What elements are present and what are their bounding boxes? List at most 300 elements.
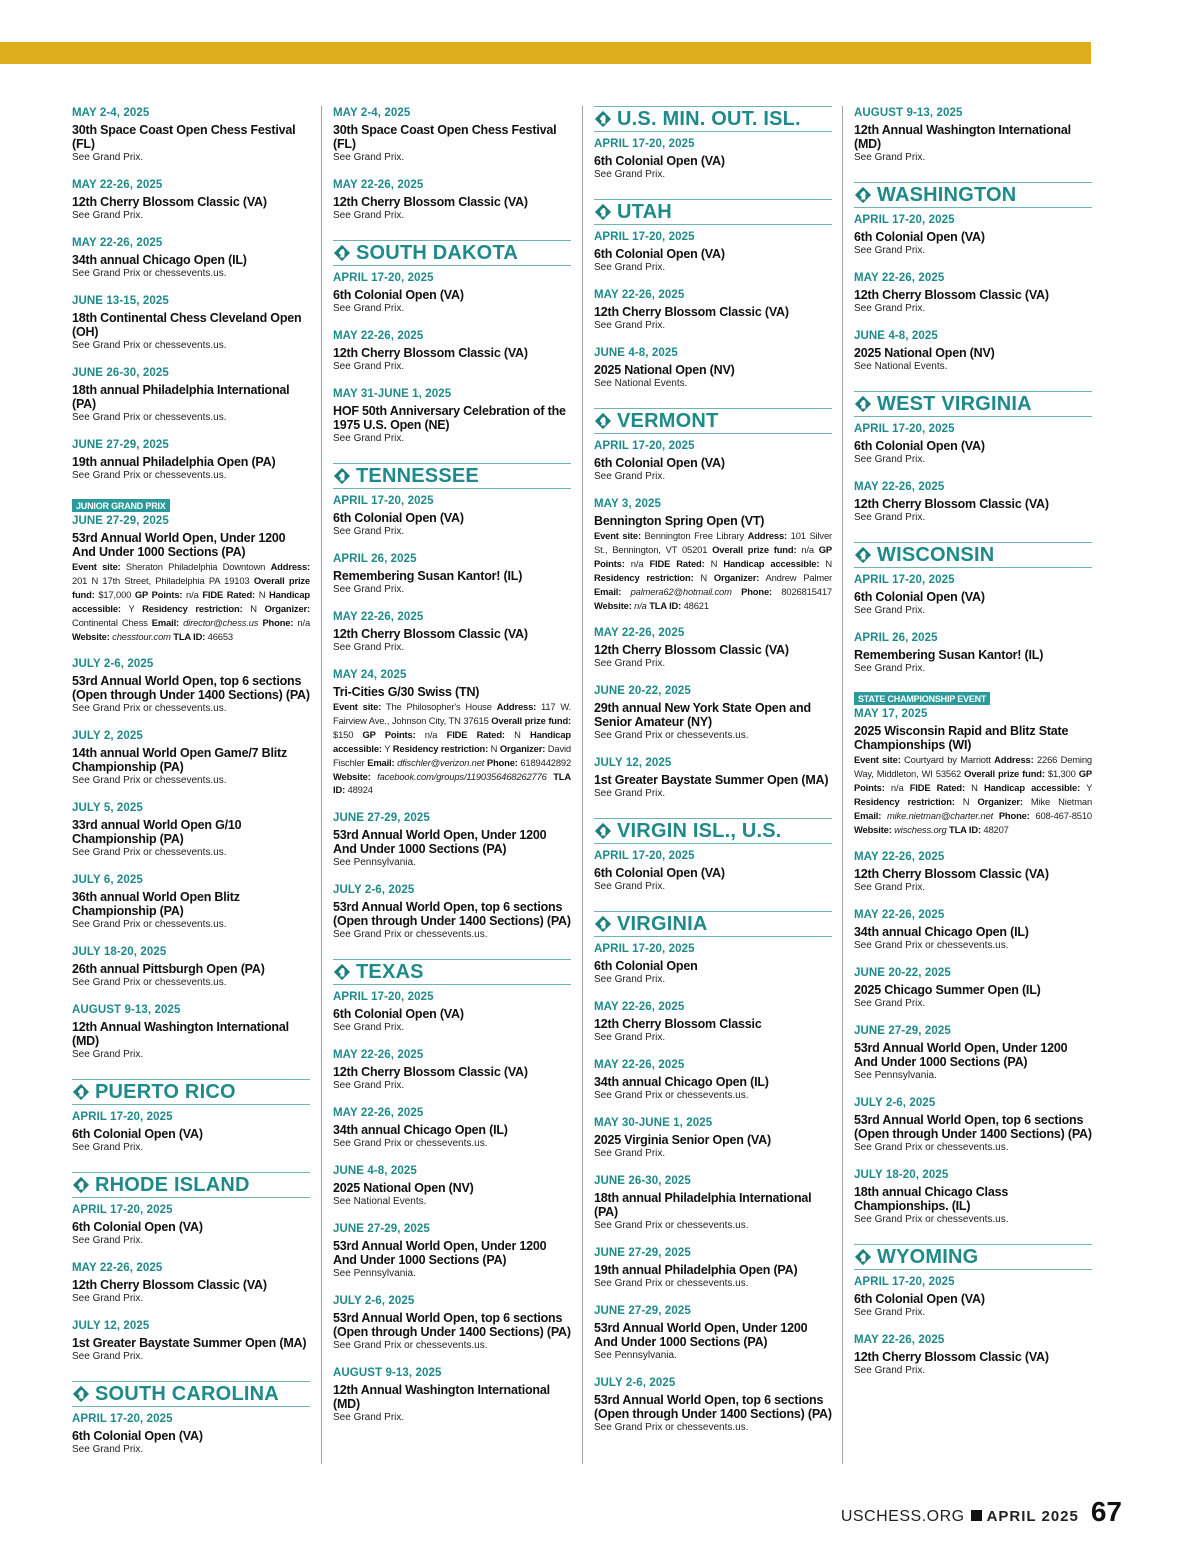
detail-value: The Philosopher's House: [381, 701, 497, 712]
detail-value[interactable]: director@chess.us: [179, 616, 259, 628]
event-listing: [333, 271, 571, 315]
event-listing: [72, 657, 310, 715]
state-heading: [594, 199, 832, 225]
event-date: APRIL 17-20, 2025: [594, 943, 695, 956]
state-heading: [594, 106, 832, 132]
state-name: VIRGIN ISL., U.S.: [617, 820, 782, 843]
event-date: APRIL 17-20, 2025: [854, 423, 955, 435]
detail-value: 608-467-8510: [1029, 809, 1092, 821]
event-date: JULY 12, 2025: [594, 757, 672, 770]
event-title: 6th Colonial Open: [594, 959, 698, 974]
event-title: 6th Colonial Open (VA): [854, 590, 985, 604]
event-listing: [333, 668, 571, 797]
event-date: APRIL 17-20, 2025: [594, 440, 695, 452]
column-1: [72, 106, 310, 1468]
event-note: See Grand Prix.: [594, 320, 666, 331]
event-note: See Grand Prix.: [854, 1307, 926, 1319]
event-listing: [72, 801, 310, 859]
state-name: VERMONT: [617, 410, 719, 432]
detail-value: 48621: [681, 599, 709, 611]
event-title: 12th Cherry Blossom Classic (VA): [333, 1065, 528, 1080]
event-title: 53rd Annual World Open, Under 1200 And Under 1000 Sections (PA): [854, 1041, 1068, 1070]
page-number: 67: [1090, 1496, 1122, 1527]
state-name: TEXAS: [356, 961, 424, 984]
event-title: 18th annual Philadelphia International (PA): [594, 1191, 812, 1220]
detail-value: Y: [120, 602, 143, 614]
detail-label: Event site:: [72, 561, 121, 572]
event-date: APRIL 17-20, 2025: [72, 1111, 173, 1124]
event-note: See Grand Prix.: [333, 1412, 405, 1424]
event-date: JULY 2-6, 2025: [594, 1377, 676, 1390]
event-note: See Pennsylvania.: [854, 1070, 937, 1082]
event-title: 2025 Virginia Senior Open (VA): [594, 1133, 771, 1148]
detail-value: Y: [381, 742, 393, 754]
detail-label: Residency restriction:: [854, 795, 955, 807]
event-title: 6th Colonial Open (VA): [72, 1220, 203, 1235]
event-title: 53rd Annual World Open, Under 1200 And Under 1000 Sections (PA): [333, 1239, 547, 1268]
detail-value: 117 W. Fairview Ave., Johnson City, TN 37615: [333, 701, 572, 726]
event-title: 12th Cherry Blossom Classic: [594, 1017, 762, 1032]
detail-label: Event site:: [333, 701, 382, 712]
detail-value[interactable]: mike.nietman@charter.net: [881, 809, 994, 821]
event-details: [333, 700, 571, 797]
event-date: JULY 6, 2025: [72, 874, 143, 887]
event-listing: [333, 610, 571, 654]
detail-value: $1,300: [1044, 767, 1079, 779]
detail-label: Phone:: [993, 809, 1030, 821]
event-date: JULY 2-6, 2025: [854, 1097, 936, 1110]
event-title: 12th Cherry Blossom Classic (VA): [333, 627, 528, 641]
state-name: WASHINGTON: [877, 184, 1017, 206]
detail-value[interactable]: n/a: [631, 599, 647, 611]
event-date: JULY 18-20, 2025: [854, 1169, 949, 1182]
detail-label: FIDE Rated:: [202, 588, 256, 600]
event-title: 6th Colonial Open (VA): [594, 866, 725, 881]
detail-label: Website:: [72, 630, 110, 642]
event-note: See Grand Prix or chessevents.us.: [72, 340, 227, 351]
detail-label: TLA ID:: [946, 823, 981, 835]
state-heading: [333, 463, 571, 489]
event-date: MAY 2-4, 2025: [333, 107, 411, 119]
event-note: See Grand Prix.: [333, 642, 405, 653]
detail-value: $17,000: [94, 588, 135, 600]
event-note: See Grand Prix.: [854, 303, 926, 314]
event-date: JUNE 20-22, 2025: [854, 967, 951, 980]
detail-label: Overall prize fund:: [964, 767, 1045, 779]
event-listing: [854, 1024, 1092, 1082]
event-note: See Grand Prix or chessevents.us.: [594, 1278, 749, 1290]
event-title: 19th annual Philadelphia Open (PA): [72, 455, 276, 469]
event-title: 6th Colonial Open (VA): [72, 1429, 203, 1444]
detail-label: Handicap accessible:: [72, 588, 311, 614]
event-date: APRIL 17-20, 2025: [594, 138, 695, 150]
detail-value: 46653: [205, 630, 233, 642]
event-date: JUNE 13-15, 2025: [72, 295, 169, 307]
event-date: APRIL 17-20, 2025: [854, 1276, 955, 1289]
event-date: JUNE 4-8, 2025: [594, 347, 678, 359]
event-listing: [854, 422, 1092, 466]
event-date: MAY 3, 2025: [594, 498, 661, 510]
event-note: See National Events.: [594, 378, 688, 389]
event-date: JULY 2-6, 2025: [333, 1295, 415, 1308]
event-listing: [72, 729, 310, 787]
detail-label: Organizer:: [499, 742, 546, 754]
event-title: 53rd Annual World Open, top 6 sections (Open through Under 1400 Sections) (PA): [333, 1311, 571, 1340]
state-name: WYOMING: [877, 1246, 979, 1269]
detail-label: FIDE Rated:: [446, 728, 505, 740]
detail-value: Sheraton Philadelphia Downtown: [120, 561, 271, 572]
event-listing: [854, 1275, 1092, 1319]
event-title: 6th Colonial Open (VA): [333, 1007, 464, 1022]
event-listing: [594, 439, 832, 483]
event-date: AUGUST 9-13, 2025: [333, 1367, 442, 1380]
event-title: 12th Annual Washington International (MD): [72, 1020, 289, 1049]
event-date: JULY 2-6, 2025: [72, 658, 154, 671]
event-title: 53rd Annual World Open, Under 1200 And Under 1000 Sections (PA): [594, 1321, 808, 1350]
event-listing: [72, 873, 310, 931]
detail-label: Overall prize fund:: [72, 574, 310, 600]
event-title: 12th Annual Washington International (MD): [854, 123, 1071, 151]
detail-label: Organizer:: [264, 602, 310, 614]
footer-issue: APRIL 2025: [986, 1508, 1079, 1525]
detail-label: Email:: [854, 809, 882, 821]
event-date: APRIL 17-20, 2025: [854, 574, 955, 586]
event-note: See Grand Prix.: [854, 454, 926, 465]
event-note: See Grand Prix.: [333, 433, 405, 444]
state-name: SOUTH DAKOTA: [356, 242, 519, 264]
event-note: See Grand Prix or chessevents.us.: [72, 775, 227, 787]
event-date: JULY 18-20, 2025: [72, 946, 167, 959]
event-date: JUNE 4-8, 2025: [333, 1165, 417, 1178]
detail-label: TLA ID:: [333, 770, 571, 796]
event-date: APRIL 17-20, 2025: [72, 1413, 173, 1426]
detail-value: N: [704, 557, 724, 569]
event-note: See Grand Prix.: [333, 152, 405, 163]
column-4: [854, 106, 1092, 1468]
event-title: 6th Colonial Open (VA): [854, 1292, 985, 1307]
event-listing: [72, 1203, 310, 1247]
event-title: 53rd Annual World Open, top 6 sections (Open through Under 1400 Sections) (PA): [72, 674, 310, 703]
knight-chess-icon: [854, 546, 872, 564]
detail-value[interactable]: chesstour.com: [109, 630, 171, 642]
event-date: JUNE 27-29, 2025: [594, 1305, 691, 1318]
knight-chess-icon: [854, 1248, 872, 1266]
event-date: JUNE 27-29, 2025: [594, 1247, 691, 1260]
detail-label: Email:: [151, 616, 180, 628]
event-title: 14th annual World Open Game/7 Blitz Championship (PA): [72, 746, 288, 775]
event-note: See Grand Prix or chessevents.us.: [594, 1090, 749, 1102]
event-date: JULY 12, 2025: [72, 1320, 150, 1333]
detail-value: n/a: [182, 588, 203, 600]
knight-chess-icon: [333, 467, 351, 485]
event-note: See Grand Prix.: [854, 512, 926, 523]
event-listing: [72, 438, 310, 482]
event-note: See Grand Prix.: [594, 1148, 666, 1160]
detail-label: Residency restriction:: [142, 602, 243, 614]
detail-label: Address:: [496, 701, 537, 712]
event-listing: [594, 756, 832, 800]
event-title: 2025 Chicago Summer Open (IL): [854, 983, 1041, 998]
event-title: 34th annual Chicago Open (IL): [854, 925, 1029, 940]
detail-label: Website:: [594, 599, 632, 611]
event-date: MAY 22-26, 2025: [333, 330, 424, 342]
state-name: WEST VIRGINIA: [877, 393, 1032, 415]
event-listing: [594, 230, 832, 274]
column-3: [594, 106, 832, 1468]
event-listing: [594, 1304, 832, 1362]
detail-label: Phone:: [258, 616, 294, 628]
detail-value: N: [488, 742, 500, 754]
detail-label: Organizer:: [713, 571, 760, 583]
detail-value[interactable]: dfischler@verizon.net: [394, 756, 485, 768]
square-bullet-icon: [971, 1510, 982, 1521]
event-title: 18th annual Philadelphia International (PA): [72, 383, 290, 411]
detail-value: 2266 Deming Way, Middleton, WI 53562: [854, 754, 1092, 779]
event-date: MAY 30-JUNE 1, 2025: [594, 1117, 713, 1130]
knight-chess-icon: [854, 186, 872, 204]
detail-value[interactable]: facebook.com/groups/1190356468262776: [370, 770, 547, 782]
footer-site[interactable]: USCHESS.ORG: [840, 1508, 965, 1525]
event-note: See Grand Prix or chessevents.us.: [72, 268, 227, 279]
detail-label: Phone:: [484, 756, 518, 768]
event-listing: [854, 480, 1092, 524]
event-date: MAY 22-26, 2025: [594, 627, 685, 640]
event-date: MAY 22-26, 2025: [72, 1262, 163, 1275]
detail-value: n/a: [293, 616, 311, 628]
event-note: See Grand Prix.: [854, 882, 926, 894]
event-listing: [594, 1116, 832, 1160]
event-date: APRIL 17-20, 2025: [594, 850, 695, 863]
detail-label: Address:: [994, 754, 1034, 765]
event-note: See Grand Prix or chessevents.us.: [333, 929, 488, 941]
event-title: 34th annual Chicago Open (IL): [72, 253, 247, 267]
event-listing: [594, 137, 832, 181]
event-date: APRIL 17-20, 2025: [854, 214, 955, 226]
event-note: See Grand Prix.: [333, 584, 405, 595]
detail-label: Event site:: [594, 530, 641, 541]
state-name: U.S. MIN. OUT. ISL.: [617, 108, 801, 130]
event-title: HOF 50th Anniversary Celebration of the 1975 U.S. Open (NE): [333, 404, 566, 432]
event-title: 2025 National Open (NV): [594, 363, 735, 377]
detail-label: Residency restriction:: [392, 742, 489, 754]
detail-value[interactable]: wischess.org: [891, 823, 947, 835]
event-date: MAY 22-26, 2025: [854, 272, 945, 284]
knight-chess-icon: [72, 1385, 90, 1403]
state-heading: [72, 1079, 310, 1105]
page-footer: [841, 1496, 1122, 1528]
event-note: See Grand Prix.: [854, 998, 926, 1010]
event-listing: [854, 1096, 1092, 1154]
state-heading: [854, 542, 1092, 568]
event-listing: [594, 1246, 832, 1290]
event-title: 6th Colonial Open (VA): [854, 439, 985, 453]
event-note: See Grand Prix.: [72, 1235, 144, 1247]
state-name: WISCONSIN: [877, 544, 995, 566]
event-date: JUNE 27-29, 2025: [333, 812, 430, 825]
detail-value: n/a: [624, 557, 650, 569]
event-date: AUGUST 9-13, 2025: [72, 1004, 181, 1017]
event-listing: [333, 178, 571, 222]
event-date: JUNE 20-22, 2025: [594, 685, 691, 698]
event-date: MAY 22-26, 2025: [333, 1049, 424, 1062]
event-listing: [854, 329, 1092, 373]
detail-label: GP Points:: [362, 728, 416, 740]
event-listing: [594, 288, 832, 332]
state-heading: [594, 911, 832, 937]
event-date: APRIL 17-20, 2025: [333, 495, 434, 507]
event-date: MAY 2-4, 2025: [72, 107, 150, 119]
column-divider: [321, 106, 322, 1464]
event-title: 12th Cherry Blossom Classic (VA): [854, 497, 1049, 511]
state-heading: [333, 959, 571, 985]
event-date: MAY 22-26, 2025: [333, 1107, 424, 1120]
event-date: MAY 22-26, 2025: [854, 1334, 945, 1347]
event-listing: [72, 1261, 310, 1305]
state-heading: [594, 818, 832, 844]
event-title: 12th Cherry Blossom Classic (VA): [854, 1350, 1049, 1365]
event-title: Tri-Cities G/30 Swiss (TN): [333, 685, 480, 699]
event-note: See Grand Prix.: [594, 169, 666, 180]
event-listings: [72, 106, 1092, 1476]
event-title: 6th Colonial Open (VA): [854, 230, 985, 244]
detail-label: Overall prize fund:: [712, 543, 797, 555]
event-note: See Grand Prix or chessevents.us.: [854, 940, 1009, 952]
event-title: 1st Greater Baystate Summer Open (MA): [72, 1336, 307, 1351]
event-note: See Grand Prix.: [333, 1022, 405, 1034]
event-note: See Grand Prix.: [333, 526, 405, 537]
event-title: 6th Colonial Open (VA): [594, 154, 725, 168]
state-heading: [854, 182, 1092, 208]
detail-value: 201 N 17th Street, Philadelphia PA 19103: [72, 574, 254, 586]
detail-value: 6189442892: [517, 756, 572, 768]
knight-chess-icon: [594, 203, 612, 221]
detail-label: Event site:: [854, 754, 901, 765]
column-2: [333, 106, 571, 1468]
event-title: 2025 National Open (NV): [333, 1181, 474, 1196]
detail-value: Mike Nietman: [1022, 795, 1093, 807]
event-note: See Grand Prix.: [333, 1080, 405, 1092]
event-date: AUGUST 9-13, 2025: [854, 107, 963, 119]
event-listing: [72, 366, 310, 424]
event-title: 36th annual World Open Blitz Championship (PA): [72, 890, 240, 919]
event-title: 6th Colonial Open (VA): [594, 456, 725, 470]
event-note: See Grand Prix or chessevents.us.: [854, 1214, 1009, 1226]
event-note: See Grand Prix or chessevents.us.: [333, 1340, 488, 1352]
event-date: MAY 22-26, 2025: [854, 909, 945, 922]
event-date: JUNE 4-8, 2025: [854, 330, 938, 342]
detail-label: Overall prize fund:: [491, 714, 571, 726]
event-details: [594, 529, 832, 612]
event-date: MAY 22-26, 2025: [854, 481, 945, 493]
event-title: 53rd Annual World Open, top 6 sections (Open through Under 1400 Sections) (PA): [594, 1393, 832, 1422]
event-title: 12th Cherry Blossom Classic (VA): [854, 288, 1049, 302]
detail-value: N: [504, 728, 531, 740]
detail-value: $150: [333, 728, 363, 740]
event-listing: [854, 573, 1092, 617]
state-name: VIRGINIA: [617, 913, 708, 936]
event-listing: [594, 626, 832, 670]
event-listing: [333, 1164, 571, 1208]
event-note: See Grand Prix or chessevents.us.: [72, 919, 227, 931]
event-date: MAY 22-26, 2025: [333, 179, 424, 191]
event-date: JUNE 27-29, 2025: [72, 439, 169, 451]
event-listing: [854, 1168, 1092, 1226]
detail-value: Y: [1080, 781, 1093, 793]
event-title: 53rd Annual World Open, top 6 sections (Open through Under 1400 Sections) (PA): [333, 900, 571, 929]
event-title: 18th annual Chicago Class Championships. (IL): [854, 1185, 1009, 1214]
event-date: MAY 22-26, 2025: [72, 237, 163, 249]
state-name: TENNESSEE: [356, 465, 479, 487]
detail-value: David Fischler: [333, 742, 571, 768]
state-heading: [72, 1381, 310, 1407]
event-note: See Grand Prix.: [72, 1293, 144, 1305]
event-listing: [594, 1000, 832, 1044]
event-date: MAY 31-JUNE 1, 2025: [333, 388, 452, 400]
state-name: SOUTH CAROLINA: [95, 1383, 279, 1406]
event-note: See Grand Prix.: [333, 361, 405, 372]
event-listing: [594, 684, 832, 742]
event-date: JULY 2, 2025: [72, 730, 143, 743]
event-listing: [72, 496, 310, 643]
event-title: 34th annual Chicago Open (IL): [594, 1075, 769, 1090]
event-listing: [594, 1174, 832, 1232]
event-title: 2025 Wisconsin Rapid and Blitz State Championships (WI): [854, 724, 1069, 752]
event-note: See Grand Prix.: [72, 210, 144, 221]
event-date: MAY 22-26, 2025: [594, 1001, 685, 1014]
event-date: MAY 22-26, 2025: [594, 1059, 685, 1072]
event-date: MAY 22-26, 2025: [333, 611, 424, 623]
event-listing: [72, 236, 310, 280]
event-note: See Grand Prix.: [594, 471, 666, 482]
event-date: MAY 24, 2025: [333, 669, 407, 681]
event-note: See Grand Prix or chessevents.us.: [594, 1220, 749, 1232]
event-note: See Grand Prix.: [854, 152, 926, 163]
event-title: 26th annual Pittsburgh Open (PA): [72, 962, 265, 977]
detail-value[interactable]: palmera62@hotmail.com: [621, 585, 732, 597]
event-listing: [333, 1222, 571, 1280]
event-note: See Grand Prix.: [854, 1365, 926, 1377]
event-title: 53rd Annual World Open, Under 1200 And Under 1000 Sections (PA): [333, 828, 547, 857]
detail-value: 48924: [345, 784, 373, 796]
event-note: See Grand Prix or chessevents.us.: [72, 412, 227, 423]
state-heading: [594, 408, 832, 434]
detail-label: Website:: [854, 823, 892, 835]
event-title: 29th annual New York State Open and Senior Amateur (NY): [594, 701, 811, 730]
event-date: MAY 22-26, 2025: [854, 851, 945, 864]
event-title: 1st Greater Baystate Summer Open (MA): [594, 773, 829, 788]
badge-row: [854, 689, 1092, 707]
event-title: 12th Annual Washington International (MD): [333, 1383, 550, 1412]
event-date: JULY 2-6, 2025: [333, 884, 415, 897]
detail-value: n/a: [796, 543, 819, 555]
event-listing: [333, 494, 571, 538]
knight-chess-icon: [72, 1083, 90, 1101]
state-name: RHODE ISLAND: [95, 1174, 250, 1197]
detail-label: Phone:: [731, 585, 772, 597]
event-listing: [854, 271, 1092, 315]
state-heading: [854, 391, 1092, 417]
event-listing: [854, 966, 1092, 1010]
knight-chess-icon: [594, 915, 612, 933]
event-date: APRIL 17-20, 2025: [333, 272, 434, 284]
column-divider: [842, 106, 843, 1464]
event-title: 12th Cherry Blossom Classic (VA): [333, 346, 528, 360]
event-note: See Grand Prix.: [72, 1049, 144, 1061]
event-date: APRIL 17-20, 2025: [594, 231, 695, 243]
event-date: MAY 22-26, 2025: [72, 179, 163, 191]
detail-label: Handicap accessible:: [983, 781, 1081, 793]
state-heading: [72, 1172, 310, 1198]
